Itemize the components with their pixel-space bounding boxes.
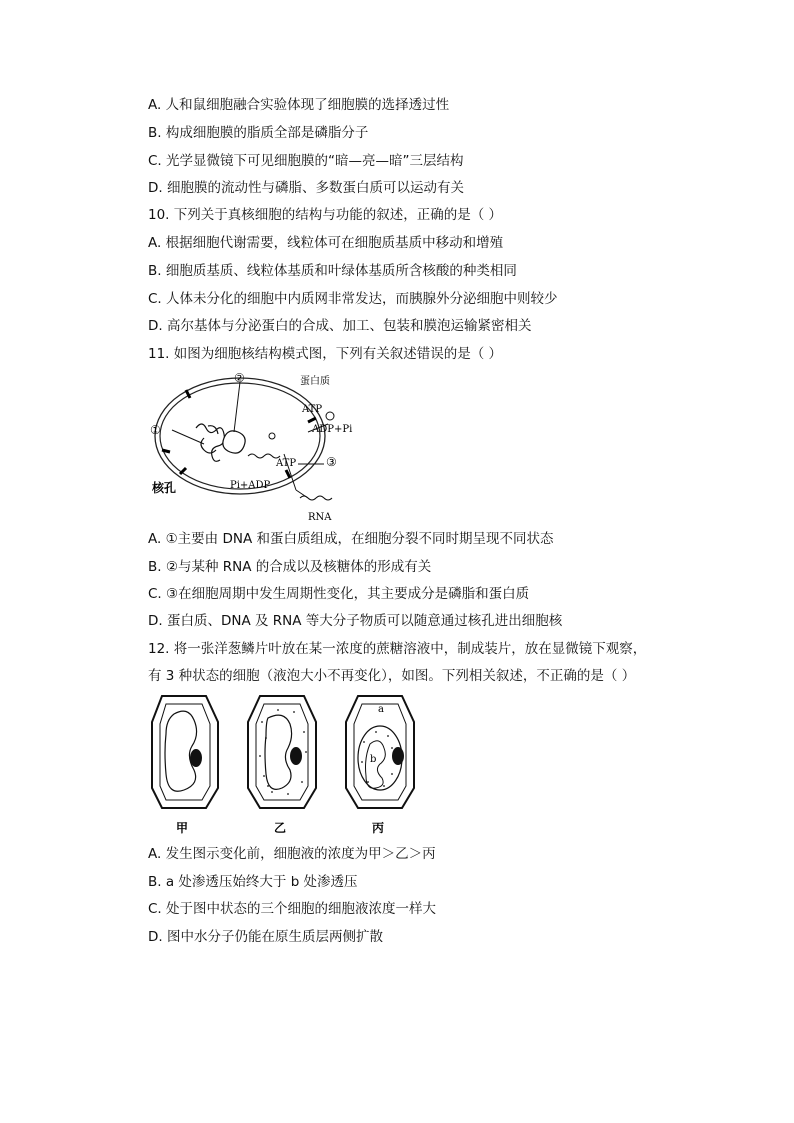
q12-option-d: D. 图中水分子仍能在原生质层两侧扩散 [148,929,383,945]
q10-option-d: D. 高尔基体与分泌蛋白的合成、加工、包装和膜泡运输紧密相关 [148,318,532,334]
q10-stem: 10. 下列关于真核细胞的结构与功能的叙述，正确的是（ ） [148,207,503,223]
q9-option-b: B. 构成细胞膜的脂质全部是磷脂分子 [148,125,369,141]
cell-bing [346,696,414,808]
label-b: b [370,754,377,765]
label-cell-jia: 甲 [176,821,189,835]
label-cell-yi: 乙 [274,821,287,835]
q11-option-c: C. ③在细胞周期中发生周期性变化，其主要成分是磷脂和蛋白质 [148,586,530,602]
rna-chain-outside [300,496,332,500]
label-3: ③ [326,455,337,469]
q11-stem: 11. 如图为细胞核结构模式图，下列有关叙述错误的是（ ） [148,346,503,362]
protein-particle [269,433,275,439]
q12-stem-line1: 12. 将一张洋葱鳞片叶放在某一浓度的蔗糖溶液中，制成装片，放在显微镜下观察， [148,641,647,657]
q12-option-b: B. a 处渗透压始终大于 b 处渗透压 [148,874,358,890]
label-1: ① [150,423,161,437]
plant-cells-figure [148,692,422,838]
q10-option-b: B. 细胞质基质、线粒体基质和叶绿体基质所含核酸的种类相同 [148,263,517,279]
q11-option-d: D. 蛋白质、DNA 及 RNA 等大分子物质可以随意通过核孔进出细胞核 [148,613,563,629]
q10-option-a: A. 根据细胞代谢需要，线粒体可在细胞质基质中移动和增殖 [148,235,504,251]
protein-icon [326,412,334,420]
q11-option-b: B. ②与某种 RNA 的合成以及核糖体的形成有关 [148,559,432,575]
label-pi-adp: Pi+ADP [230,480,271,491]
label-cell-bing: 丙 [372,821,385,835]
nucleolus [223,431,245,453]
q9-option-c: C. 光学显微镜下可见细胞膜的“暗—亮—暗”三层结构 [148,153,464,169]
q12-stem-line2: 有 3 种状态的细胞（液泡大小不再变化），如图。下列相关叙述，不正确的是（ ） [148,668,636,684]
q12-option-c: C. 处于图中状态的三个细胞的细胞液浓度一样大 [148,901,437,917]
nucleus-structure-figure [148,368,374,524]
q9-option-a: A. 人和鼠细胞融合实验体现了细胞膜的选择透过性 [148,97,450,113]
label-2: ② [234,371,245,385]
cell-jia [152,696,218,808]
q12-option-a: A. 发生图示变化前，细胞液的浓度为甲＞乙＞丙 [148,846,436,862]
label-a: a [378,704,384,715]
label-atp-mid: ATP [276,458,297,469]
q9-option-d: D. 细胞膜的流动性与磷脂、多数蛋白质可以运动有关 [148,180,464,196]
label-protein: 蛋白质 [300,376,330,387]
label-atp-top: ATP [302,404,323,415]
label-adp-pi: ADP+Pi [312,424,353,435]
q11-option-a: A. ①主要由 DNA 和蛋白质组成，在细胞分裂不同时期呈现不同状态 [148,531,554,547]
label-nuclear-pore: 核孔 [152,481,177,495]
q10-option-c: C. 人体未分化的细胞中内质网非常发达，而胰腺外分泌细胞中则较少 [148,291,558,307]
cell-yi [248,696,316,808]
label-rna: RNA [308,512,332,523]
